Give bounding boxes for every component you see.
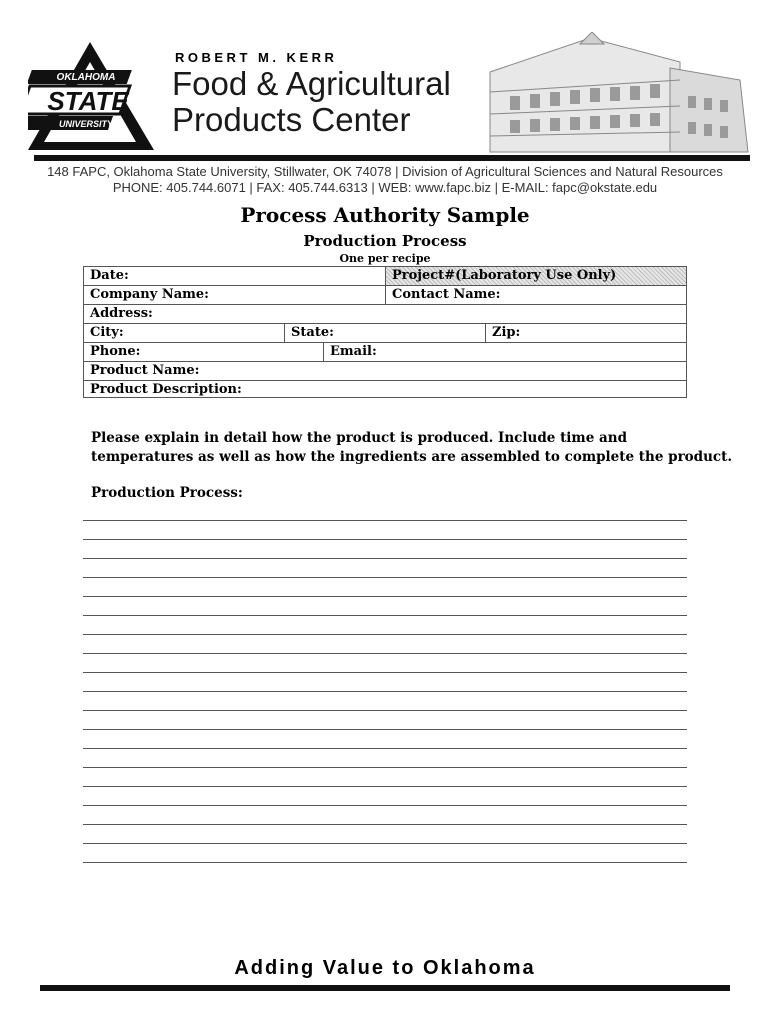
writing-line[interactable] bbox=[83, 824, 687, 825]
row-date bbox=[84, 267, 686, 286]
instructions-line2: temperatures as well as how the ingredients are assembled to complete the product. bbox=[91, 449, 733, 465]
row-product-description bbox=[84, 381, 686, 400]
row-address bbox=[84, 305, 686, 324]
writing-line[interactable] bbox=[83, 786, 687, 787]
header-title-line2: Products Center bbox=[172, 101, 411, 138]
writing-line[interactable] bbox=[83, 691, 687, 692]
form-note: One per recipe bbox=[339, 252, 431, 265]
writing-line[interactable] bbox=[83, 520, 687, 521]
production-process-label: Production Process: bbox=[91, 485, 243, 501]
info-table bbox=[83, 266, 687, 398]
writing-line[interactable] bbox=[83, 843, 687, 844]
contact-name-field[interactable]: Contact Name: bbox=[392, 287, 501, 302]
logo-university-text: UNIVERSITY bbox=[58, 119, 114, 129]
state-field[interactable]: State: bbox=[291, 325, 334, 340]
writing-line[interactable] bbox=[83, 596, 687, 597]
writing-line[interactable] bbox=[83, 862, 687, 863]
writing-line[interactable] bbox=[83, 615, 687, 616]
project-field: Project#(Laboratory Use Only) bbox=[386, 267, 686, 285]
header-divider bbox=[34, 155, 750, 161]
footer-tagline: Adding Value to Oklahoma bbox=[234, 957, 536, 979]
writing-line[interactable] bbox=[83, 539, 687, 540]
writing-line[interactable] bbox=[83, 653, 687, 654]
product-description-field[interactable]: Product Description: bbox=[90, 382, 242, 397]
address-field[interactable]: Address: bbox=[90, 306, 153, 321]
writing-line[interactable] bbox=[83, 672, 687, 673]
header-title-line1: Food & Agricultural bbox=[172, 65, 451, 102]
city-field[interactable]: City: bbox=[90, 325, 124, 340]
row-phone bbox=[84, 343, 686, 362]
header-address: 148 FAPC, Oklahoma State University, Stillwater, OK 74078 | Division of Agricultural Sciences and Natural Resources bbox=[47, 164, 723, 179]
logo-oklahoma-text: OKLAHOMA bbox=[56, 72, 116, 83]
writing-lines-area[interactable] bbox=[83, 518, 687, 880]
header-kerr: ROBERT M. KERR bbox=[175, 50, 338, 65]
email-field[interactable]: Email: bbox=[330, 344, 377, 359]
osu-logo bbox=[28, 42, 158, 150]
writing-line[interactable] bbox=[83, 805, 687, 806]
phone-field[interactable]: Phone: bbox=[90, 344, 141, 359]
writing-line[interactable] bbox=[83, 710, 687, 711]
writing-line[interactable] bbox=[83, 558, 687, 559]
instructions-line1: Please explain in detail how the product is produced. Include time and bbox=[91, 430, 628, 446]
writing-line[interactable] bbox=[83, 634, 687, 635]
row-city bbox=[84, 324, 686, 343]
writing-line[interactable] bbox=[83, 767, 687, 768]
writing-line[interactable] bbox=[83, 729, 687, 730]
product-name-field[interactable]: Product Name: bbox=[90, 363, 200, 378]
building-illustration bbox=[420, 32, 750, 158]
company-name-field[interactable]: Company Name: bbox=[90, 287, 209, 302]
form-subtitle: Production Process bbox=[303, 232, 467, 250]
zip-field[interactable]: Zip: bbox=[492, 325, 521, 340]
writing-line[interactable] bbox=[83, 748, 687, 749]
logo-state-text: STATE bbox=[47, 86, 129, 116]
header-contact-info: PHONE: 405.744.6071 | FAX: 405.744.6313 | WEB: www.fapc.biz | E-MAIL: fapc@okstate.edu bbox=[112, 180, 658, 195]
footer-divider bbox=[40, 985, 730, 991]
row-company bbox=[84, 286, 686, 305]
date-field[interactable]: Date: bbox=[90, 268, 129, 283]
row-product-name bbox=[84, 362, 686, 381]
form-title: Process Authority Sample bbox=[240, 203, 530, 227]
writing-line[interactable] bbox=[83, 577, 687, 578]
